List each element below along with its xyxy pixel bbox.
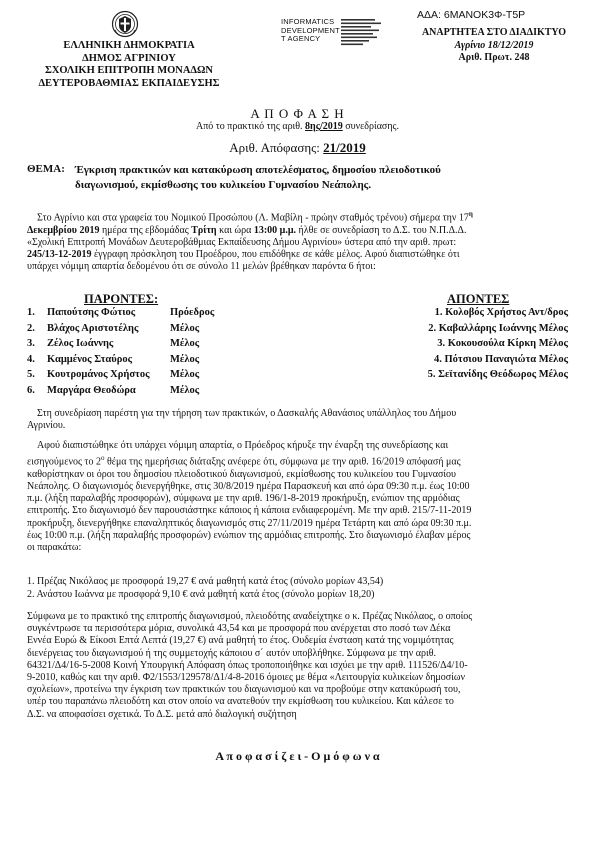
secretary-line: Αγρινίου.	[27, 420, 66, 432]
offers-list	[27, 576, 568, 601]
present-member: 6. Μαργάρα Θεοδώρα Μέλος	[27, 384, 200, 396]
stamp-line: INFORMATICS	[281, 17, 335, 26]
body-line: επιτροπής. Στο διαγωνισμό δεν παρουσιάστηκε κάποιος ή κάποια ενδιαφερομένη. Με την αριθ. 215/7-11-2019	[27, 505, 472, 517]
stamp-line: T AGENCY	[281, 34, 321, 43]
present-member: 5. Κουτρομάνος Χρήστος Μέλος	[27, 369, 200, 380]
coat-of-arms-icon	[111, 10, 139, 38]
final-line: συγκέντρωσε τα περισσότερα μόρια, συνολικά 43,54 και με προσφορά που ανέρχεται στο ποσό των Δέκα	[27, 623, 451, 635]
body-line: π.μ. (λήξη παραλαβής προσφορών), σύμφωνα με την αριθ. 196/1-8-2019 προκήρυξη, ενώπιον της αρμόδιας	[27, 493, 460, 505]
absent-member: 5. Σεϊτανίδης Θεόδωρος Μέλος	[427, 369, 568, 380]
stamp-text-decoration	[341, 18, 401, 48]
absent-heading: ΑΠΟΝΤΕΣ	[447, 292, 510, 306]
present-member: 2. Βλάχος Αριστοτέλης Μέλος	[27, 322, 200, 334]
decision-closing: Α π ο φ α σ ί ζ ε ι - Ο μ ό φ ω ν α	[215, 749, 380, 763]
body-line: Νεάπολης. Ο διαγωνισμός διενεργήθηκε, στις 30/8/2019 ημέρα Παρασκευή και από ώρα 09:30 π.μ. έως 10:00	[27, 480, 470, 492]
secretary-line: Στη συνεδρίαση παρέστη για την τήρηση των πρακτικών, ο Δασκαλής Αθανάσιος υπάλληλος του Δήμου	[37, 408, 457, 419]
final-line: Εννέα Ευρώ & Είκοσι Επτά Λεπτά (19,27 €) ανά μαθητή το έτος. Ουδεμία ένσταση κατά της νομιμότητας	[27, 635, 454, 647]
subject-line: Έγκριση πρακτικών και κατακύρωση αποτελέσματος, δημοσίου πλειοδοτικού	[75, 164, 441, 176]
final-line: Δ.Σ. να αποφασίσει σχετικά. Το Δ.Σ. μετά από διαλογική συζήτηση	[27, 708, 297, 720]
body-paragraph	[27, 440, 568, 554]
issuer-line: ΔΗΜΟΣ ΑΓΡΙΝΙΟΥ	[82, 52, 176, 64]
intro-line: Δεκεμβρίου 2019 ημέρα της εβδομάδας Τρίτη και ώρα 13:00 μ.μ. ήλθε σε συνεδρίαση το Δ.Σ. του Ν.Π.Δ.Δ.	[27, 224, 467, 236]
body-line: οι παρακάτω:	[27, 541, 82, 553]
absent-member: 3. Κοκουσούλα Κίρκη Μέλος	[437, 338, 568, 349]
final-line: 64321/Δ4/16-5-2008 Κοινή Υπουργική Απόφαση όπως τροποποιήθηκε και ισχύει με την αριθ. 111526/Δ4/10-	[27, 659, 468, 671]
subtitle-suffix: συνεδρίασης.	[342, 121, 400, 132]
present-list	[27, 305, 287, 398]
decision-label: Αριθ. Απόφασης:	[229, 140, 324, 155]
issuer-line: ΣΧΟΛΙΚΗ ΕΠΙΤΡΟΠΗ ΜΟΝΑΔΩΝ	[44, 65, 214, 76]
session-subtitle	[0, 121, 595, 132]
absent-member: 4. Πότσιου Παναγιώτα Μέλος	[433, 353, 568, 365]
ada-code: ΑΔΑ: 6ΜΑΝΟΚ3Φ-Τ5Ρ	[417, 9, 526, 21]
absent-member: 2. Καβαλλάρης Ιωάννης Μέλος	[428, 322, 568, 334]
final-paragraph	[27, 611, 568, 721]
document-date: Αγρίνιο 18/12/2019	[454, 39, 534, 51]
intro-line: υπάρχει νόμιμη απαρτία δεδομένου ότι σε σύνολο 11 μελών βρέθηκαν παρόντα 6 ήτοι:	[27, 261, 376, 273]
stamp-line: DEVELOPMENT	[281, 25, 340, 35]
offer-item: 2. Ανάστου Ιωάννα με προσφορά 9,10 € ανά μαθητή κατά έτος (σύνολο μορίων 18,20)	[27, 588, 375, 600]
subject-line: διαγωνισμού, εκμίσθωσης του κυλικείου Γυμνασίου Νεάπολης.	[75, 179, 372, 191]
final-line: Σύμφωνα με το πρακτικό της επιτροπής διαγωνισμού, πλειοδότης αναδείχτηκε ο κ. Πρέζας Νικόλαος, ο οποίος	[27, 611, 473, 622]
session-number: 8ης/2019	[305, 121, 343, 132]
issuer-line: ΕΛΛΗΝΙΚΗ ΔΗΜΟΚΡΑΤΙΑ	[63, 40, 195, 51]
intro-line: «Σχολική Επιτροπή Μονάδων Δευτεροβάθμιας Εκπαίδευσης Δήμου Αγρινίου» ύστερα από την αριθ. πρωτ:	[27, 236, 457, 248]
body-line: έως 10:00 π.μ. (λήξη παραλαβής προσφορών) ενώπιον της αρμόδιας επιτροπής. Στο διαγωνισμό έλαβαν μέρος	[27, 529, 471, 541]
final-line: υπέρ του παραπάνω πλειοδότη και στον οποίο να ανατεθούν την εκμίσθωση του κυλικείου. Και κάλεσε το	[27, 696, 454, 708]
offer-item: 1. Πρέζας Νικόλαος με προσφορά 19,27 € ανά μαθητή κατά έτος (σύνολο μορίων 43,54)	[27, 576, 384, 587]
absent-list	[330, 305, 568, 383]
present-member: 4. Καμμένος Σταύρος Μέλος	[27, 353, 200, 365]
diavgeia-stamp	[281, 18, 401, 50]
final-line: σχολείων», προτείνω την έγκριση των πρακτικών του διαγωνισμού και να προβούμε στην κατακύρωσή του,	[27, 684, 461, 696]
protocol-number: Αριθ. Πρωτ. 248	[458, 52, 530, 63]
body-line: εισηγούμενος το $2^o$ θέμα της ημερήσιας διάταξης ανέφερε ότι, σύμφωνα με την αριθ. 16/2019 απόφασή μας	[27, 454, 461, 468]
body-line: Αφού διαπιστώθηκε ότι υπάρχει νόμιμη απαρτία, ο Πρόεδρος κήρυξε την έναρξη της συνεδρίασης και	[37, 440, 449, 451]
body-line: προκήρυξη, διενεργήθηκε επαναληπτικός διαγωνισμός στις 27/11/2019 ημέρα Τετάρτη και από ώρα 09:30 π.μ.	[27, 517, 472, 529]
body-line: καθορίστηκαν οι όροι του δημοσίου πλειοδοτικού διαγωνισμού, εκμίσθωσης του κυλικείου του Γυμνασίου	[27, 468, 456, 480]
present-heading: ΠΑΡΟΝΤΕΣ:	[84, 292, 159, 306]
intro-line: Στο Αγρίνιο και στα γραφεία του Νομικού Προσώπου (Λ. Μαβίλη - πρώην σταθμός τρένου) σήμερα την $17^\eta$	[37, 210, 473, 224]
subject-label: ΘΕΜΑ:	[27, 163, 65, 175]
decision-number-line	[0, 140, 595, 156]
issuer-line: ΔΕΥΤΕΡΟΒΑΘΜΙΑΣ ΕΚΠΑΙΔΕΥΣΗΣ	[38, 77, 220, 89]
absent-member: 1. Κολοβός Χρήστος Αντ/δρος	[434, 307, 568, 318]
secretary-paragraph	[27, 408, 568, 432]
document-heading: Α Π Ο Φ Α Σ Η	[250, 106, 345, 121]
posting-status: ΑΝΑΡΤΗΤΕΑ ΣΤΟ ΔΙΑΔΙΚΤΥΟ	[421, 27, 567, 38]
subtitle-prefix: Από το πρακτικό της αριθ.	[195, 121, 306, 132]
posting-block	[418, 27, 570, 65]
final-line: διενέργειας του διαγωνισμού ή της συμμετοχής κάποιου σ΄ αυτόν υποβλήθηκε. Σύμφωνα με την αριθ.	[27, 647, 436, 659]
intro-paragraph	[27, 208, 568, 273]
present-member: 3. Ζέλος Ιωάννης Μέλος	[27, 338, 200, 349]
final-line: 9-2010, καθώς και την αριθ. Φ2/1553/129578/Δ1/4-8-2016 όμοιες με θέμα «Λειτουργία κυλικείων δημοσίων	[27, 672, 465, 684]
intro-line: 245/13-12-2019 έγγραφη πρόσκληση του Προέδρου, που επιδόθηκε σε κάθε μέλος. Αφού διαπιστώθηκε ότι	[27, 248, 460, 260]
subject-text	[75, 163, 575, 193]
present-member: 1. Παπούτσης Φώτιος Πρόεδρος	[27, 307, 215, 318]
decision-number: 21/2019	[323, 140, 366, 155]
issuer-block	[34, 40, 224, 90]
